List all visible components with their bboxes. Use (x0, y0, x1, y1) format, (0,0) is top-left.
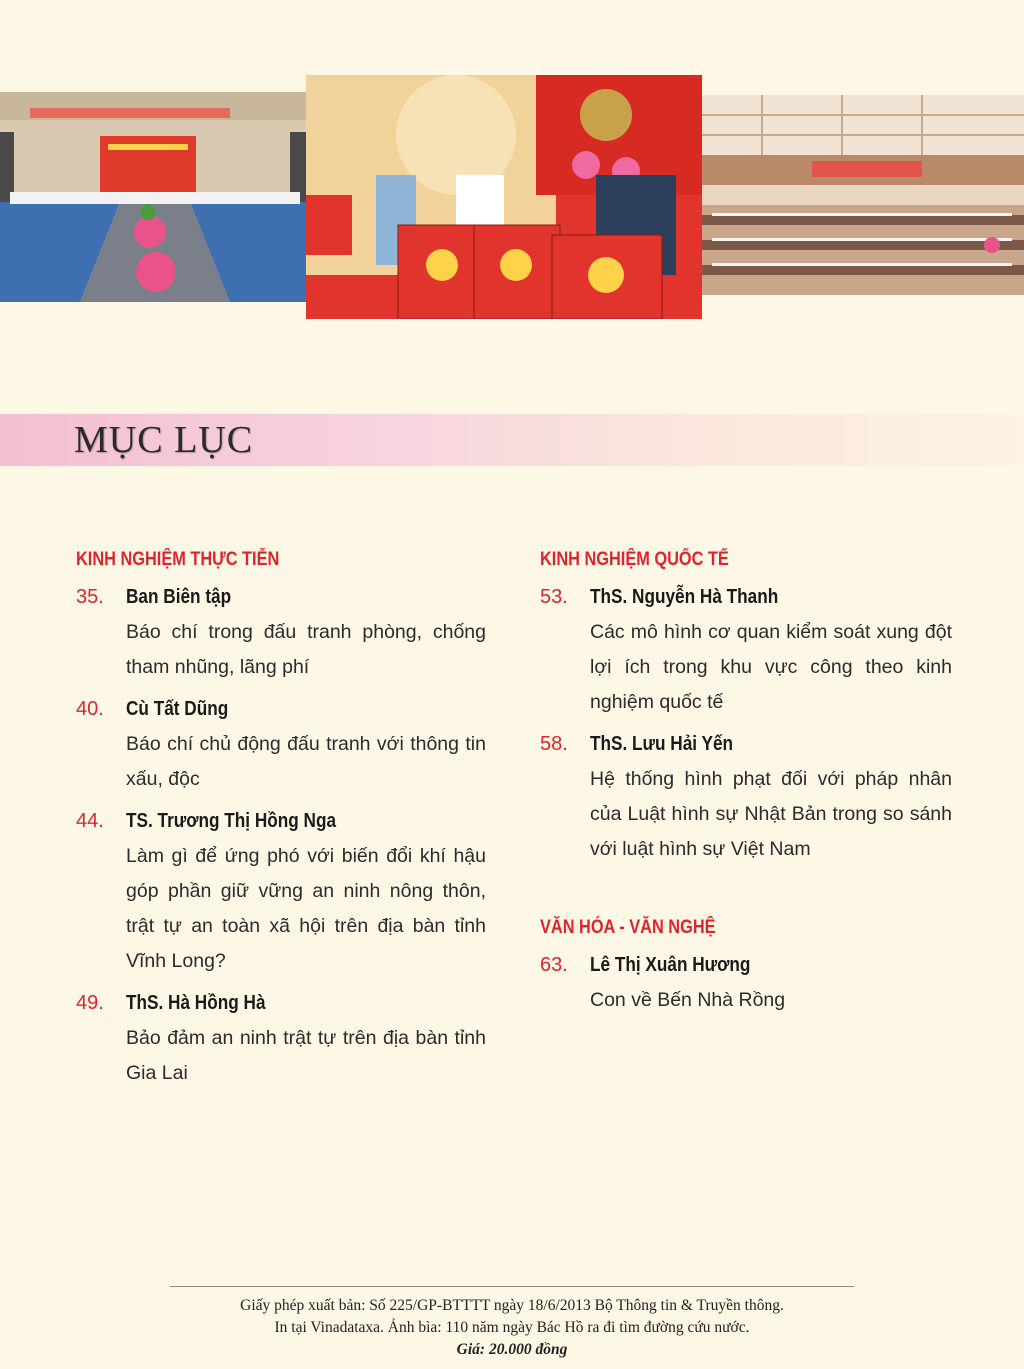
page-number: 40. (76, 698, 104, 720)
meeting-room-photo (0, 92, 308, 302)
toc-entry[interactable] (76, 804, 486, 986)
author-name: Lê Thị Xuân Hương (590, 954, 751, 976)
article-title[interactable]: Các mô hình cơ quan kiểm soát xung đột lợi ích trong khu vực công theo kinh nghiệm quốc tế (590, 621, 952, 713)
author-name: ThS. Hà Hồng Hà (126, 992, 266, 1014)
toc-entry[interactable] (76, 580, 486, 692)
title-band (0, 414, 1024, 466)
author-name: TS. Trương Thị Hồng Nga (126, 810, 337, 832)
printing-info: In tại Vinadataxa. Ảnh bìa: 110 năm ngày Bác Hồ ra đi tìm đường cứu nước. (274, 1319, 750, 1336)
author-name: ThS. Nguyễn Hà Thanh (590, 586, 779, 608)
article-title[interactable]: Con về Bến Nhà Rồng (590, 989, 786, 1011)
section-spacer (540, 874, 952, 908)
article-title[interactable]: Làm gì để ứng phó với biến đổi khí hậu góp phần giữ vững an ninh nông thôn, trật tự an toàn xã hội trên địa bàn tỉnh Vĩnh Long? (126, 845, 486, 972)
toc-column-right (540, 540, 952, 1025)
section-heading: KINH NGHIỆM QUỐC TẾ (540, 549, 729, 570)
license-info: Giấy phép xuất bản: Số 225/GP-BTTTT ngày 18/6/2013 Bộ Thông tin & Truyền thông. (240, 1297, 784, 1314)
page-number: 49. (76, 992, 104, 1014)
footer-divider (170, 1286, 854, 1287)
toc-entry[interactable] (76, 986, 486, 1098)
page-title: MỤC LỤC (74, 419, 254, 461)
toc-entry[interactable] (540, 727, 952, 874)
page-number: 58. (540, 733, 568, 755)
article-title[interactable]: Hệ thống hình phạt đối với pháp nhân của Luật hình sự Nhật Bản trong so sánh với luật hình sự Việt Nam (590, 768, 952, 860)
toc-entry[interactable] (540, 580, 952, 727)
page-number: 53. (540, 586, 568, 608)
toc-entry[interactable] (76, 692, 486, 804)
section-heading: KINH NGHIỆM THỰC TIỄN (76, 549, 280, 570)
page-number: 35. (76, 586, 104, 608)
page-number: 63. (540, 954, 568, 976)
author-name: Ban Biên tập (126, 586, 232, 608)
author-name: Cù Tất Dũng (126, 698, 229, 720)
toc-column-left (76, 540, 486, 1098)
section-heading: VĂN HÓA - VĂN NGHỆ (540, 917, 716, 938)
conference-hall-photo (702, 95, 1024, 295)
author-name: ThS. Lưu Hải Yến (590, 733, 734, 755)
article-title[interactable]: Bảo đảm an ninh trật tự trên địa bàn tỉnh Gia Lai (126, 1027, 486, 1084)
article-title[interactable]: Báo chí trong đấu tranh phòng, chống tham nhũng, lãng phí (126, 621, 486, 678)
article-title[interactable]: Báo chí chủ động đấu tranh với thông tin xấu, độc (126, 733, 486, 790)
photo-strip (0, 0, 1024, 330)
page-number: 44. (76, 810, 104, 832)
publication-footer (170, 1286, 854, 1361)
toc-entry[interactable] (540, 948, 952, 1025)
voting-photo (306, 75, 702, 319)
price-label: Giá: 20.000 đồng (456, 1341, 568, 1358)
